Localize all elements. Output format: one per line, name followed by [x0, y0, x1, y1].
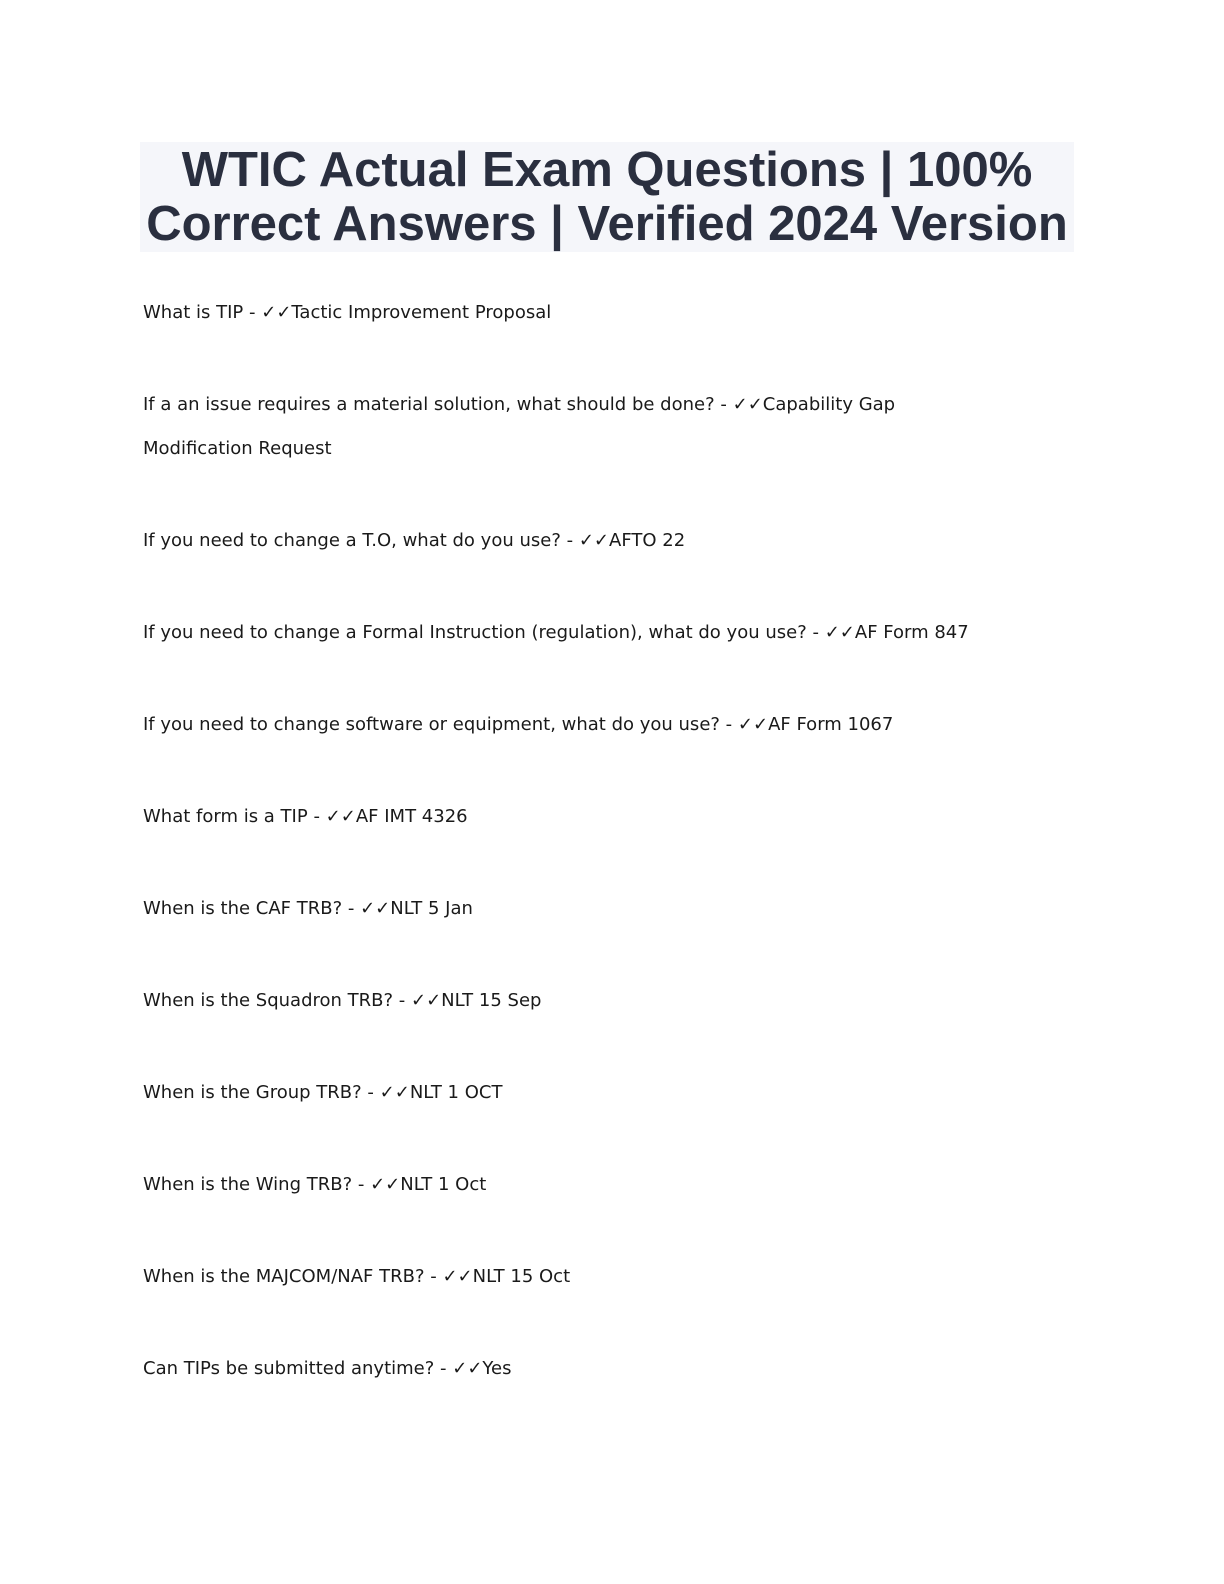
double-check-icon: ✓✓	[370, 1174, 401, 1195]
double-check-icon: ✓✓	[261, 302, 292, 323]
qa-item	[143, 394, 895, 416]
double-check-icon: ✓✓	[737, 714, 769, 735]
separator: -	[714, 394, 733, 415]
separator: -	[243, 302, 262, 323]
question-text: When is the MAJCOM/NAF TRB?	[143, 1266, 425, 1287]
qa-item	[143, 806, 468, 828]
separator: -	[434, 1358, 453, 1379]
qa-item	[143, 302, 551, 324]
qa-item	[143, 622, 969, 644]
qa-item	[143, 530, 685, 552]
separator: -	[719, 714, 738, 735]
qa-item	[143, 1358, 511, 1380]
qa-item	[143, 990, 541, 1012]
separator: -	[352, 1174, 371, 1195]
answer-text-continued: Modification Request	[143, 438, 332, 459]
double-check-icon: ✓✓	[732, 394, 763, 415]
separator: -	[424, 1266, 443, 1287]
answer-text: Yes	[482, 1358, 512, 1379]
question-text: If you need to change software or equipment, what do you use?	[143, 714, 720, 735]
answer-text: NLT 15 Oct	[472, 1266, 571, 1287]
answer-text: NLT 5 Jan	[390, 898, 473, 919]
double-check-icon: ✓✓	[325, 806, 356, 827]
answer-text: AF Form 847	[854, 622, 969, 643]
separator: -	[361, 1082, 380, 1103]
question-text: When is the Wing TRB?	[143, 1174, 353, 1195]
question-text: When is the Group TRB?	[143, 1082, 362, 1103]
separator: -	[560, 530, 579, 551]
title-line-1: WTIC Actual Exam Questions | 100%	[181, 143, 1033, 197]
double-check-icon: ✓✓	[379, 1082, 410, 1103]
answer-text: AFTO 22	[609, 530, 686, 551]
answer-text: Tactic Improvement Proposal	[291, 302, 552, 323]
qa-item	[143, 1174, 486, 1196]
question-text: If you need to change a T.O, what do you use?	[143, 530, 561, 551]
qa-item	[143, 1082, 502, 1104]
answer-text: AF Form 1067	[768, 714, 894, 735]
question-text: What is TIP	[143, 302, 244, 323]
question-text: What form is a TIP	[143, 806, 308, 827]
double-check-icon: ✓✓	[442, 1266, 473, 1287]
question-text: When is the CAF TRB?	[143, 898, 343, 919]
double-check-icon: ✓✓	[578, 530, 610, 551]
separator: -	[342, 898, 361, 919]
qa-item	[143, 898, 473, 920]
answer-text: Capability Gap	[762, 394, 896, 415]
qa-item-continued	[143, 438, 332, 460]
separator: -	[307, 806, 326, 827]
answer-text: NLT 1 OCT	[409, 1082, 503, 1103]
question-text: If you need to change a Formal Instruction (regulation), what do you use?	[143, 622, 807, 643]
double-check-icon: ✓✓	[452, 1358, 483, 1379]
title-banner	[140, 142, 1074, 252]
double-check-icon: ✓✓	[411, 990, 442, 1011]
question-text: If a an issue requires a material solution, what should be done?	[143, 394, 715, 415]
separator: -	[806, 622, 825, 643]
question-text: Can TIPs be submitted anytime?	[143, 1358, 435, 1379]
qa-item	[143, 1266, 570, 1288]
answer-text: NLT 1 Oct	[400, 1174, 487, 1195]
answer-text: NLT 15 Sep	[441, 990, 542, 1011]
answer-text: AF IMT 4326	[355, 806, 468, 827]
question-text: When is the Squadron TRB?	[143, 990, 394, 1011]
double-check-icon: ✓✓	[360, 898, 391, 919]
separator: -	[393, 990, 411, 1011]
double-check-icon: ✓✓	[824, 622, 855, 643]
qa-item	[143, 714, 893, 736]
title-line-2: Correct Answers | Verified 2024 Version	[146, 197, 1068, 251]
